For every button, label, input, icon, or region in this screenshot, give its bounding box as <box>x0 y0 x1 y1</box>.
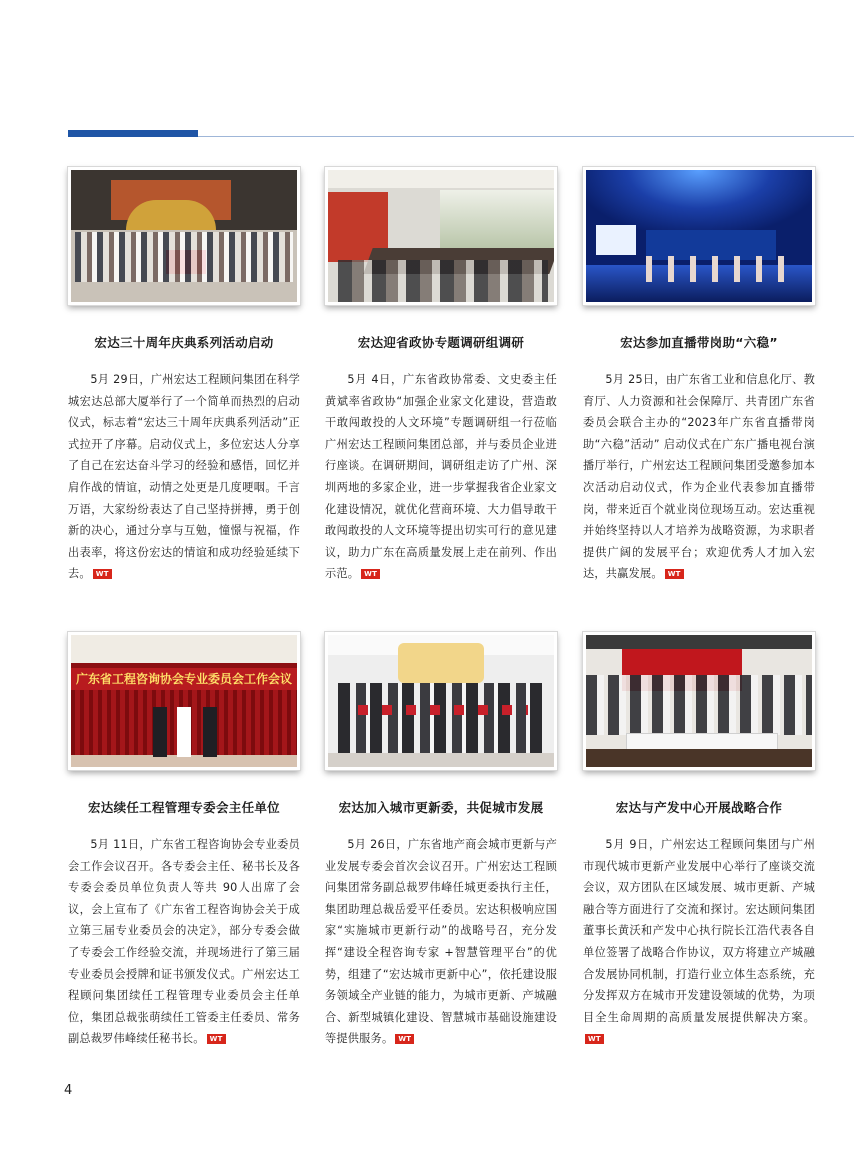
article-title: 宏达参加直播带岗助“六稳” <box>620 335 778 350</box>
group-celebration-photo <box>68 167 300 305</box>
article-title: 宏达加入城市更新委，共促城市发展 <box>338 800 544 815</box>
header-accent-bar <box>68 130 198 137</box>
certificate-group-photo <box>325 632 557 770</box>
article-body: 5月 29日，广州宏达工程顾问集团在科学城宏达总部大厦举行了一个简单而热烈的启动仪式，标志着“宏达三十周年庆典系列活动”正式拉开了序幕。启动仪式上，多位宏达人分享了自己在宏达奋斗学习的经验和感悟，回忆并肩作战的情谊，动情之处更是几度哽咽。千言万语，大家纷纷表达了自己坚持拼搏，勇于创新的决心，通过分享与互勉，憧憬与祝福，作出表率，将这份宏达的情谊和成功经验延续下去。 WT <box>68 373 300 581</box>
wt-badge-icon: WT <box>361 569 380 579</box>
article-body: 5月 25日，由广东省工业和信息化厅、教育厅、人力资源和社会保障厅、共青团广东省委员会联合主办的“2023年广东省直播带岗助“六稳”活动” 启动仪式在广东广播电视台演播厅举行，广州宏达工程顾问集团受邀参加本次活动启动仪式，作为企业代表参加直播带岗，带来近百个就业岗位现场互动。宏达重视并始终坚持以人才培养为战略资源，为求职者提供广阔的发展平台；欢迎优秀人才加入宏达，共赢发展。 WT <box>583 373 815 581</box>
header-divider-line <box>198 136 854 137</box>
article-body: 5月 9日，广州宏达工程顾问集团与广州市现代城市更新产业发展中心举行了座谈交流会议，双方团队在区域发展、城市更新、产城融合等方面进行了交流和探讨。宏达顾问集团董事长黄沃和产发中心执行院长江浩代表各自单位签署了战略合作协议，双方将建立产城融合发展协同机制，打造行业立体生态系统，充分发挥双方在城市开发建设领域的优势，为项目全生命周期的高质量发展提供解决方案。WT <box>583 838 815 1044</box>
award-ceremony-photo <box>68 632 300 770</box>
article-card <box>68 167 300 585</box>
article-title: 宏达与产发中心开展战略合作 <box>615 800 783 815</box>
article-card <box>68 632 300 1050</box>
page-number: 4 <box>64 1083 73 1098</box>
wt-badge-icon: WT <box>93 569 112 579</box>
wt-badge-icon: WT <box>585 1034 604 1044</box>
article-title: 宏达三十周年庆典系列活动启动 <box>94 335 274 350</box>
wt-badge-icon: WT <box>207 1034 226 1044</box>
banner-text: 广东省工程咨询协会专业委员会工作会议 <box>71 668 297 690</box>
article-body: 5月 4日，广东省政协常委、文史委主任黄斌率省政协“加强企业家文化建设，营造敢干敢闯敢投的人文环境”专题调研组一行莅临广州宏达工程顾问集团总部，并与委员企业进行座谈。在调研期间，调研组走访了广州、深圳两地的多家企业，进一步掌握我省企业家文化建设情况，就优化营商环境、大力倡导敢干敢闯敢投的人文环境等提出切实可行的意见建议，助力广东在高质量发展上走在前列、作出示范。 WT <box>325 373 557 581</box>
wt-badge-icon: WT <box>665 569 684 579</box>
article-body: 5月 11日，广东省工程咨询协会专业委员会工作会议召开。各专委会主任、秘书长及各专委会委员单位负责人等共 90人出席了会议，会上宣布了《广东省工程咨询协会关于成立第三届专业委员会的决定》，部分专委会做了专委会工作经验交流，并现场进行了第三届专业委员会授牌和证书颁发仪式。广州宏达工程顾问集团续任工程管理专业委员会主任单位，集团总裁张萌续任工管委主任委员、常务副总裁罗伟峰续任秘书长。 WT <box>68 838 300 1046</box>
article-title: 宏达迎省政协专题调研组调研 <box>357 335 525 350</box>
wt-badge-icon: WT <box>395 1034 414 1044</box>
article-card <box>583 167 815 585</box>
meeting-room-photo <box>325 167 557 305</box>
article-card <box>583 632 815 1050</box>
article-title: 宏达续任工程管理专委会主任单位 <box>87 800 280 815</box>
article-body: 5月 26日，广东省地产商会城市更新与产业发展专委会首次会议召开。广州宏达工程顾问集团常务副总裁罗伟峰任城更委执行主任，集团助理总裁岳爱平任委员。宏达积极响应国家“实施城市更新行动”的战略号召，充分发挥“建设全程咨询专家 +智慧管理平台”的优势，组建了“宏达城市更新中心”，依托建设服务领域全产业链的能力，为城市更新、产城融合、新型城镇化建设、智慧城市基础设施建设等提供服务。 WT <box>325 838 557 1046</box>
live-stream-stage-photo <box>583 167 815 305</box>
signing-ceremony-photo <box>583 632 815 770</box>
article-card <box>325 167 557 585</box>
article-card <box>325 632 557 1050</box>
